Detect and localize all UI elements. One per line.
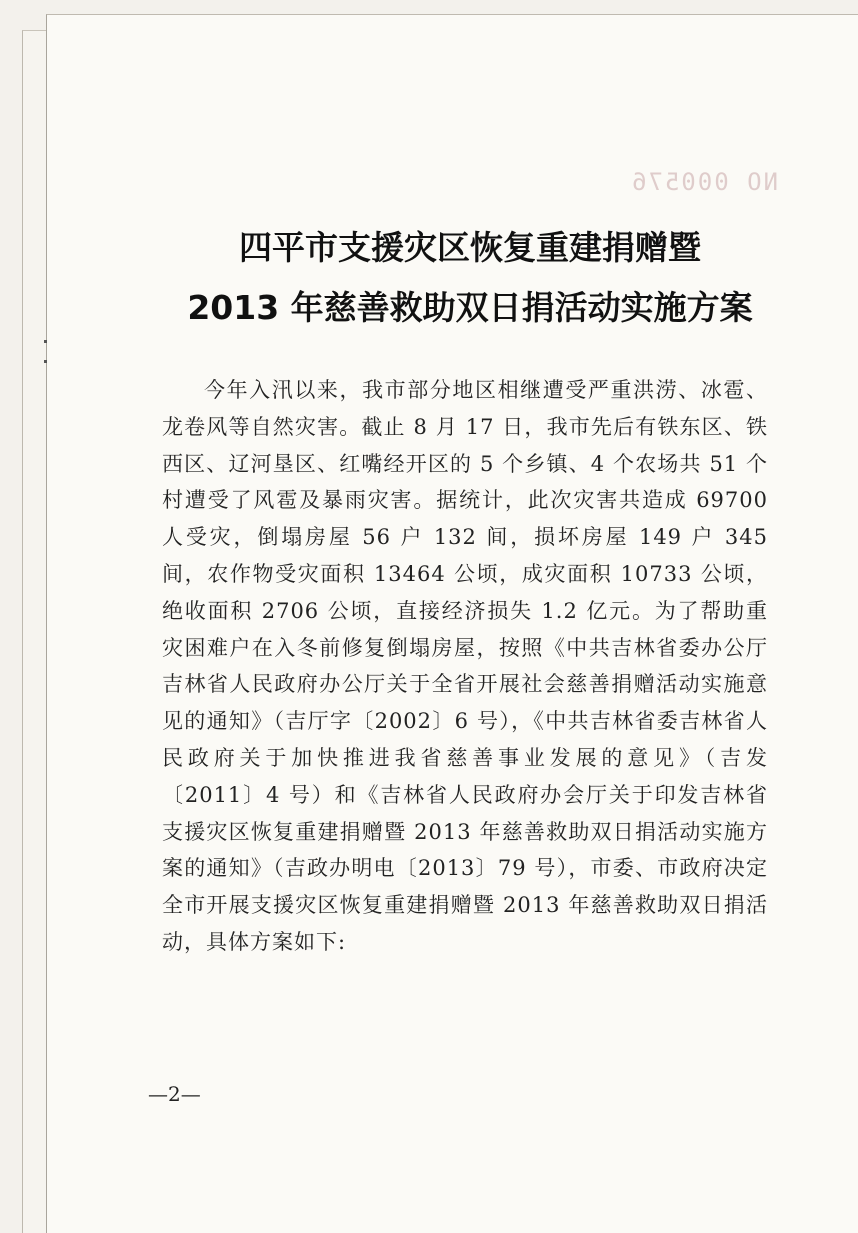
page-number: —2— bbox=[148, 1082, 201, 1106]
binding-mark bbox=[44, 340, 47, 343]
body-paragraph: 今年入汛以来，我市部分地区相继遭受严重洪涝、冰雹、龙卷风等自然灾害。截止 8 月 17 日，我市先后有铁东区、铁西区、辽河垦区、红嘴经开区的 5 个乡镇、4 个农场共 51 个村遭受了风雹及暴雨灾害。据统计，此次灾害共造成 69700 人受灾，倒塌房屋 56 户 132 间，损坏房屋 149 户 345 间，农作物受灾面积 13464 公顷，成灾面积 10733 公顷，绝收面积 2706 公顷，直接经济损失 1.2 亿元。为了帮助重灾困难户在入冬前修复倒塌房屋，按照《中共吉林省委办公厅吉林省人民政府办公厅关于全省开展社会慈善捐赠活动实施意见的通知》（吉厅字〔2002〕6 号），《中共吉林省委吉林省人民政府关于加快推进我省慈善事业发展的意见》（吉发〔2011〕4 号）和《吉林省人民政府办会厅关于印发吉林省支援灾区恢复重建捐赠暨 2013 年慈善救助双日捐活动实施方案的通知》（吉政办明电〔2013〕79 号），市委、市政府决定全市开展支援灾区恢复重建捐赠暨 2013 年慈善救助双日捐活动，具体方案如下: bbox=[162, 378, 768, 954]
binding-mark bbox=[44, 360, 47, 363]
serial-number-stamp: NO 000576 bbox=[630, 168, 779, 196]
document-title-line-1: 四平市支援灾区恢复重建捐赠暨 bbox=[239, 228, 701, 267]
document-title-line-2: 2013 年慈善救助双日捐活动实施方案 bbox=[187, 288, 753, 327]
document-body bbox=[162, 372, 768, 961]
